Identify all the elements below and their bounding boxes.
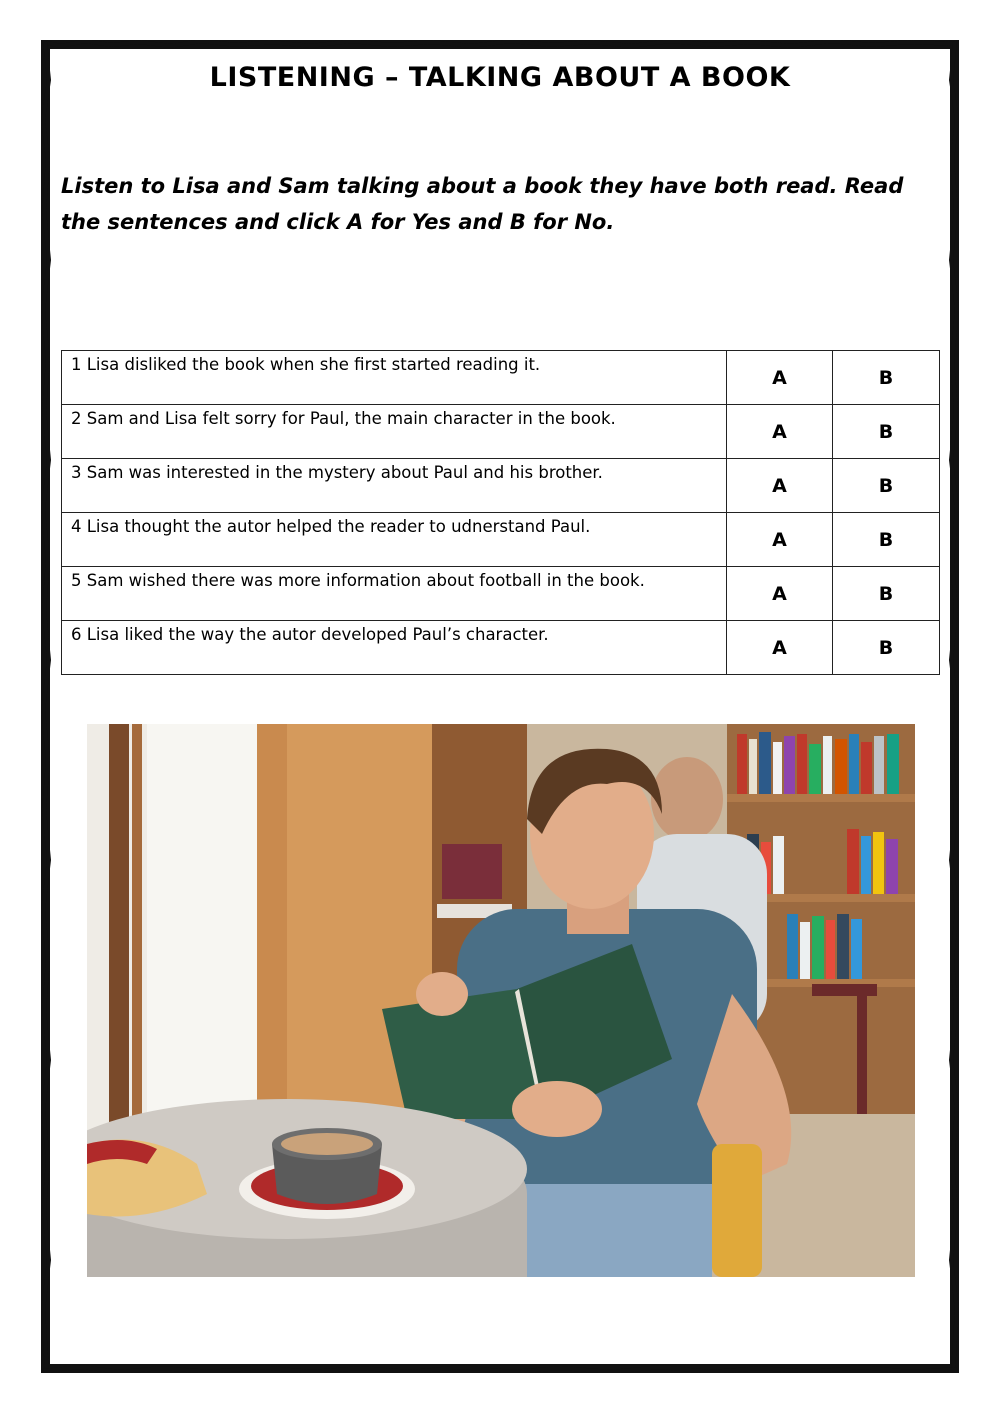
instructions-text: Listen to Lisa and Sam talking about a book they have both read. Read the sentences and click A for Yes and B for No. bbox=[61, 174, 904, 234]
option-a-button[interactable]: A bbox=[727, 405, 833, 459]
option-a-button[interactable]: A bbox=[727, 621, 833, 675]
option-a-button[interactable]: A bbox=[727, 351, 833, 405]
question-text: 4 Lisa thought the autor helped the reader to udnerstand Paul. bbox=[62, 513, 727, 567]
question-text: 3 Sam was interested in the mystery about Paul and his brother. bbox=[62, 459, 727, 513]
option-b-button[interactable]: B bbox=[833, 621, 940, 675]
question-text: 5 Sam wished there was more information about football in the book. bbox=[62, 567, 727, 621]
option-b-button[interactable]: B bbox=[833, 459, 940, 513]
table-row bbox=[62, 513, 940, 567]
reading-photo bbox=[87, 724, 915, 1277]
option-b-button[interactable]: B bbox=[833, 513, 940, 567]
option-b-button[interactable]: B bbox=[833, 351, 940, 405]
table-row bbox=[62, 567, 940, 621]
option-b-button[interactable]: B bbox=[833, 405, 940, 459]
photo-illustration bbox=[87, 724, 915, 1277]
table-row bbox=[62, 405, 940, 459]
table-row bbox=[62, 621, 940, 675]
question-text: 6 Lisa liked the way the autor developed Paul’s character. bbox=[62, 621, 727, 675]
page-title: LISTENING – TALKING ABOUT A BOOK bbox=[209, 62, 791, 93]
table-row bbox=[62, 459, 940, 513]
questions-table bbox=[61, 350, 940, 675]
option-b-button[interactable]: B bbox=[833, 567, 940, 621]
option-a-button[interactable]: A bbox=[727, 459, 833, 513]
table-row bbox=[62, 351, 940, 405]
question-text: 2 Sam and Lisa felt sorry for Paul, the main character in the book. bbox=[62, 405, 727, 459]
option-a-button[interactable]: A bbox=[727, 567, 833, 621]
option-a-button[interactable]: A bbox=[727, 513, 833, 567]
question-text: 1 Lisa disliked the book when she first started reading it. bbox=[62, 351, 727, 405]
